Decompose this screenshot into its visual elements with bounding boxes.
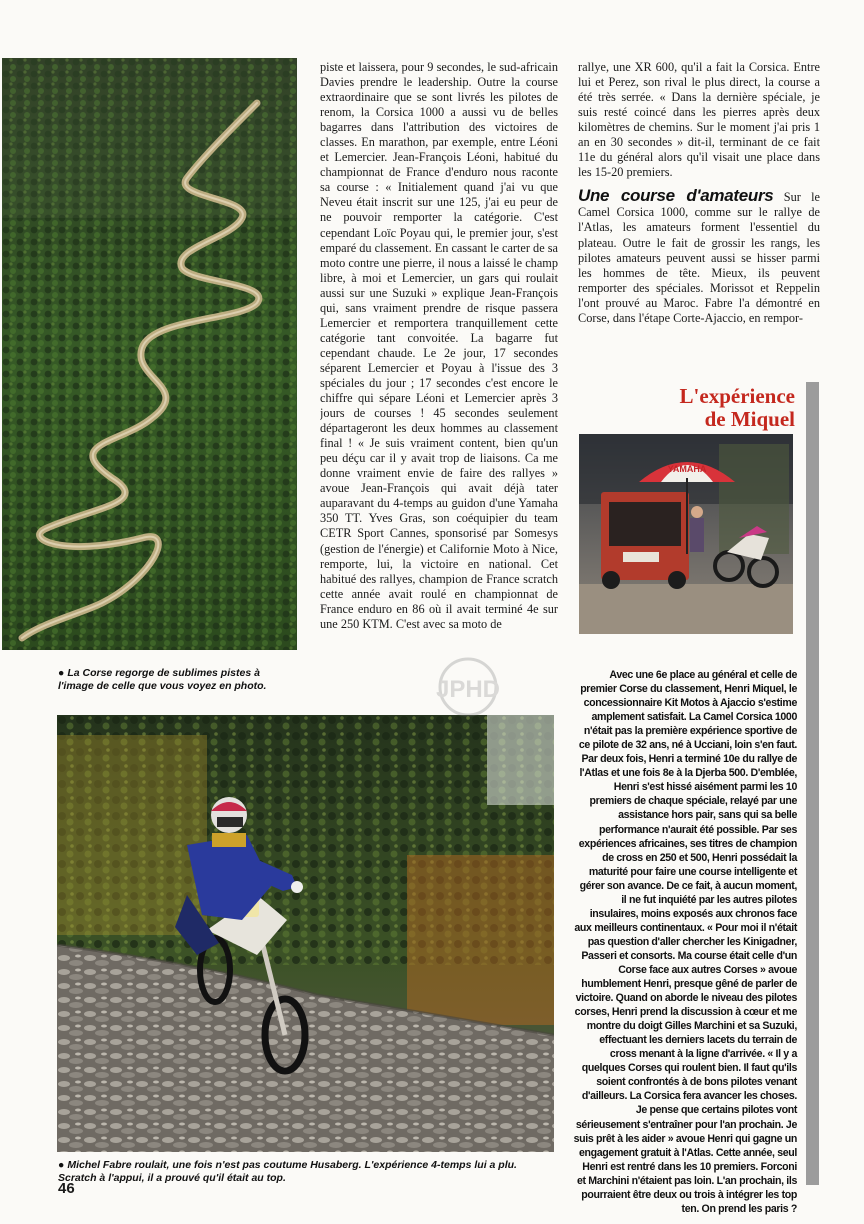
rider-photo: [57, 715, 554, 1152]
sidebar-body: [572, 668, 797, 1215]
bottom-photo-caption-text: Michel Fabre roulait, une fois n'est pas coutume Husaberg. L'expérience 4-temps lui a plu. Scratch à l'appui, il a prouvé qu'il était au top.: [58, 1159, 517, 1184]
article-right-para2-wrap: [578, 188, 820, 325]
article-right-para1: rallye, une XR 600, qu'il a fait la Corsica. Entre lui et Perez, son rival le plus direct, la course a été très serrée. « Dans la dernière spéciale, je suis resté coincé dans les pierres après deux kilomètres de chemins. Sur le moment j'ai pris 1 an en 30 secondes » dit-il, terminant de ce fait 11e du général alors qu'il visait une place dans les 15-20 premiers.: [578, 60, 820, 180]
sidebar-title: [580, 385, 795, 431]
section-subhead: Une course d'amateurs: [578, 186, 774, 206]
sidebar-rule: [806, 382, 819, 1185]
top-photo-caption: [58, 667, 298, 692]
assistance-photo: [579, 434, 793, 634]
sidebar-title-line2: de Miquel: [704, 407, 795, 431]
article-right-para2: Sur le Camel Corsica 1000, comme sur le rallye de l'Atlas, les amateurs forment l'essentiel du plateau. Outre le fait de grossir les rangs, les pilotes amateurs peuvent aussi se hisser parmi les hommes de tête. Mieux, ils peuvent remporter des spéciales. Morissot et Reppelin l'ont prouvé au Maroc. Fabre l'a démontré en Corse, dans l'étape Corte-Ajaccio, en rempor-: [578, 190, 820, 325]
bottom-photo-caption: [58, 1159, 558, 1184]
page-number: 46: [58, 1180, 75, 1197]
caption-bullet-bottom: ●: [58, 1159, 65, 1171]
sidebar-title-line1: L'expérience: [679, 384, 795, 408]
top-photo-caption-text: La Corse regorge de sublimes pistes à l'image de celle que vous voyez en photo.: [58, 667, 267, 692]
sidebar-body-text: Avec une 6e place au général et celle de premier Corse du classement, Henri Miquel, le concessionnaire Kit Motos à Ajaccio s'estime amplement satisfait. La Camel Corsica 1000 n'était pas la première expérience sportive de ce pilote de 32 ans, né à Ucciani, loin s'en faut. Par deux fois, Henri a terminé 10e du rallye de l'Atlas et une fois 8e à la Djerba 500. D'emblée, Henri s'est hissé aisément parmi les 10 premiers de chaque spéciale, relayé par une assistance hors pair, sans qui sa belle performance n'aurait été possible. Par ses expériences africaines, ses titres de champion de cross en 250 et 500, Henri possédait la maturité pour faire une course intelligente et gérer son avance. De ce fait, à aucun moment, il ne fut inquiété par les autres pilotes insulaires, moins exposés aux chronos face aux meilleurs continentaux. « Pour moi il n'était pas question d'aller chercher les Kinigadner, Passeri et consorts. Ma course était celle d'un Corse face aux autres Corses » avoue humblement Henri, presque gêné de parler de victoire. Quand on aborde le niveau des pilotes corses, Henri prend la discussion à cœur et me montre du doigt Gilles Marchini et sa Suzuki, effectuant les derniers lacets du terrain de cross menant à la ligne d'arrivée. « Il y a quelques Corses qui roulent bien. Il faut qu'ils soient confrontés à de bons pilotes venant d'ailleurs. La Corsica fera avancer les choses. Je pense que certains pilotes vont sérieusement s'entraîner pour l'an prochain. Je suis prêt à les aider » avoue Henri qui gagne un engagement gratuit à l'Atlas. Cette année, seul Henri est rentré dans les 10 premiers. Forconi et Marchini n'étaient pas loin. L'an prochain, ils pourraient être deux ou trois à intégrer les top ten. On prend les paris ?: [573, 669, 797, 1215]
umbrella-brand-text: YAMAHA: [667, 464, 707, 474]
jphd-watermark: [428, 655, 508, 725]
article-middle-text: piste et laissera, pour 9 secondes, le sud-africain Davies prendre le leadership. Outre la course extraordinaire que se sont livrés les pilotes de renom, la Corsica 1000 a aussi vu de belles bagarres dans l'attribution des victoires de classes. En marathon, par exemple, entre Léoni et Lemercier. Jean-François Léoni, habitué du championnat de France d'enduro nous raconte sa course : « Initialement quand j'ai vu que Neveu était inscrit sur une 125, j'ai eu peur de ne pouvoir remporter la catégorie. C'est cependant Loïc Poyau qui, le premier jour, s'est emparé du classement. En cassant le carter de sa moto contre une pierre, il nous a laissé le champ libre, à moi et Lemercier, un gars qui roulait aussi sur une Suzuki » explique Jean-François qui, sans vraiment prendre de risque passera Lemercier et remportera tranquillement cette catégorie tant convoitée. La bagarre fut cependant chaude. Le 2e jour, 17 secondes séparent Lemercier et Poyau à l'issue des 3 spéciales du jour ; 17 secondes c'est encore le chiffre qui sépare Léoni et Lemercier après 3 jours de courses ! 45 secondes seulement départageront les deux hommes au classement final ! « Je suis vraiment content, bien qu'un peu déçu car il y avait trop de liaisons. Ca me donne vraiment envie de faire des rallyes » avoue Jean-François qui avait déjà tater auparavant du 4-temps au guidon d'une Yamaha 350 TT. Yves Gras, son coéquipier du team CETR Sport Cannes, sponsorisé par Somesys (gestion de l'énergie) et Californie Moto à Nice, remporte, lui, la victoire en national. Cet habitué des rallyes, champion de France scratch cette année avait roulé en championnat de France enduro en 86 où il avait terminé 4e sur une 250 KTM. C'est avec sa moto de: [320, 60, 558, 631]
watermark-text: JPHD: [435, 676, 501, 703]
article-column-middle: [320, 60, 558, 663]
caption-bullet: ●: [58, 667, 65, 679]
forest-track-photo: [2, 58, 297, 650]
article-column-right: [578, 60, 820, 362]
